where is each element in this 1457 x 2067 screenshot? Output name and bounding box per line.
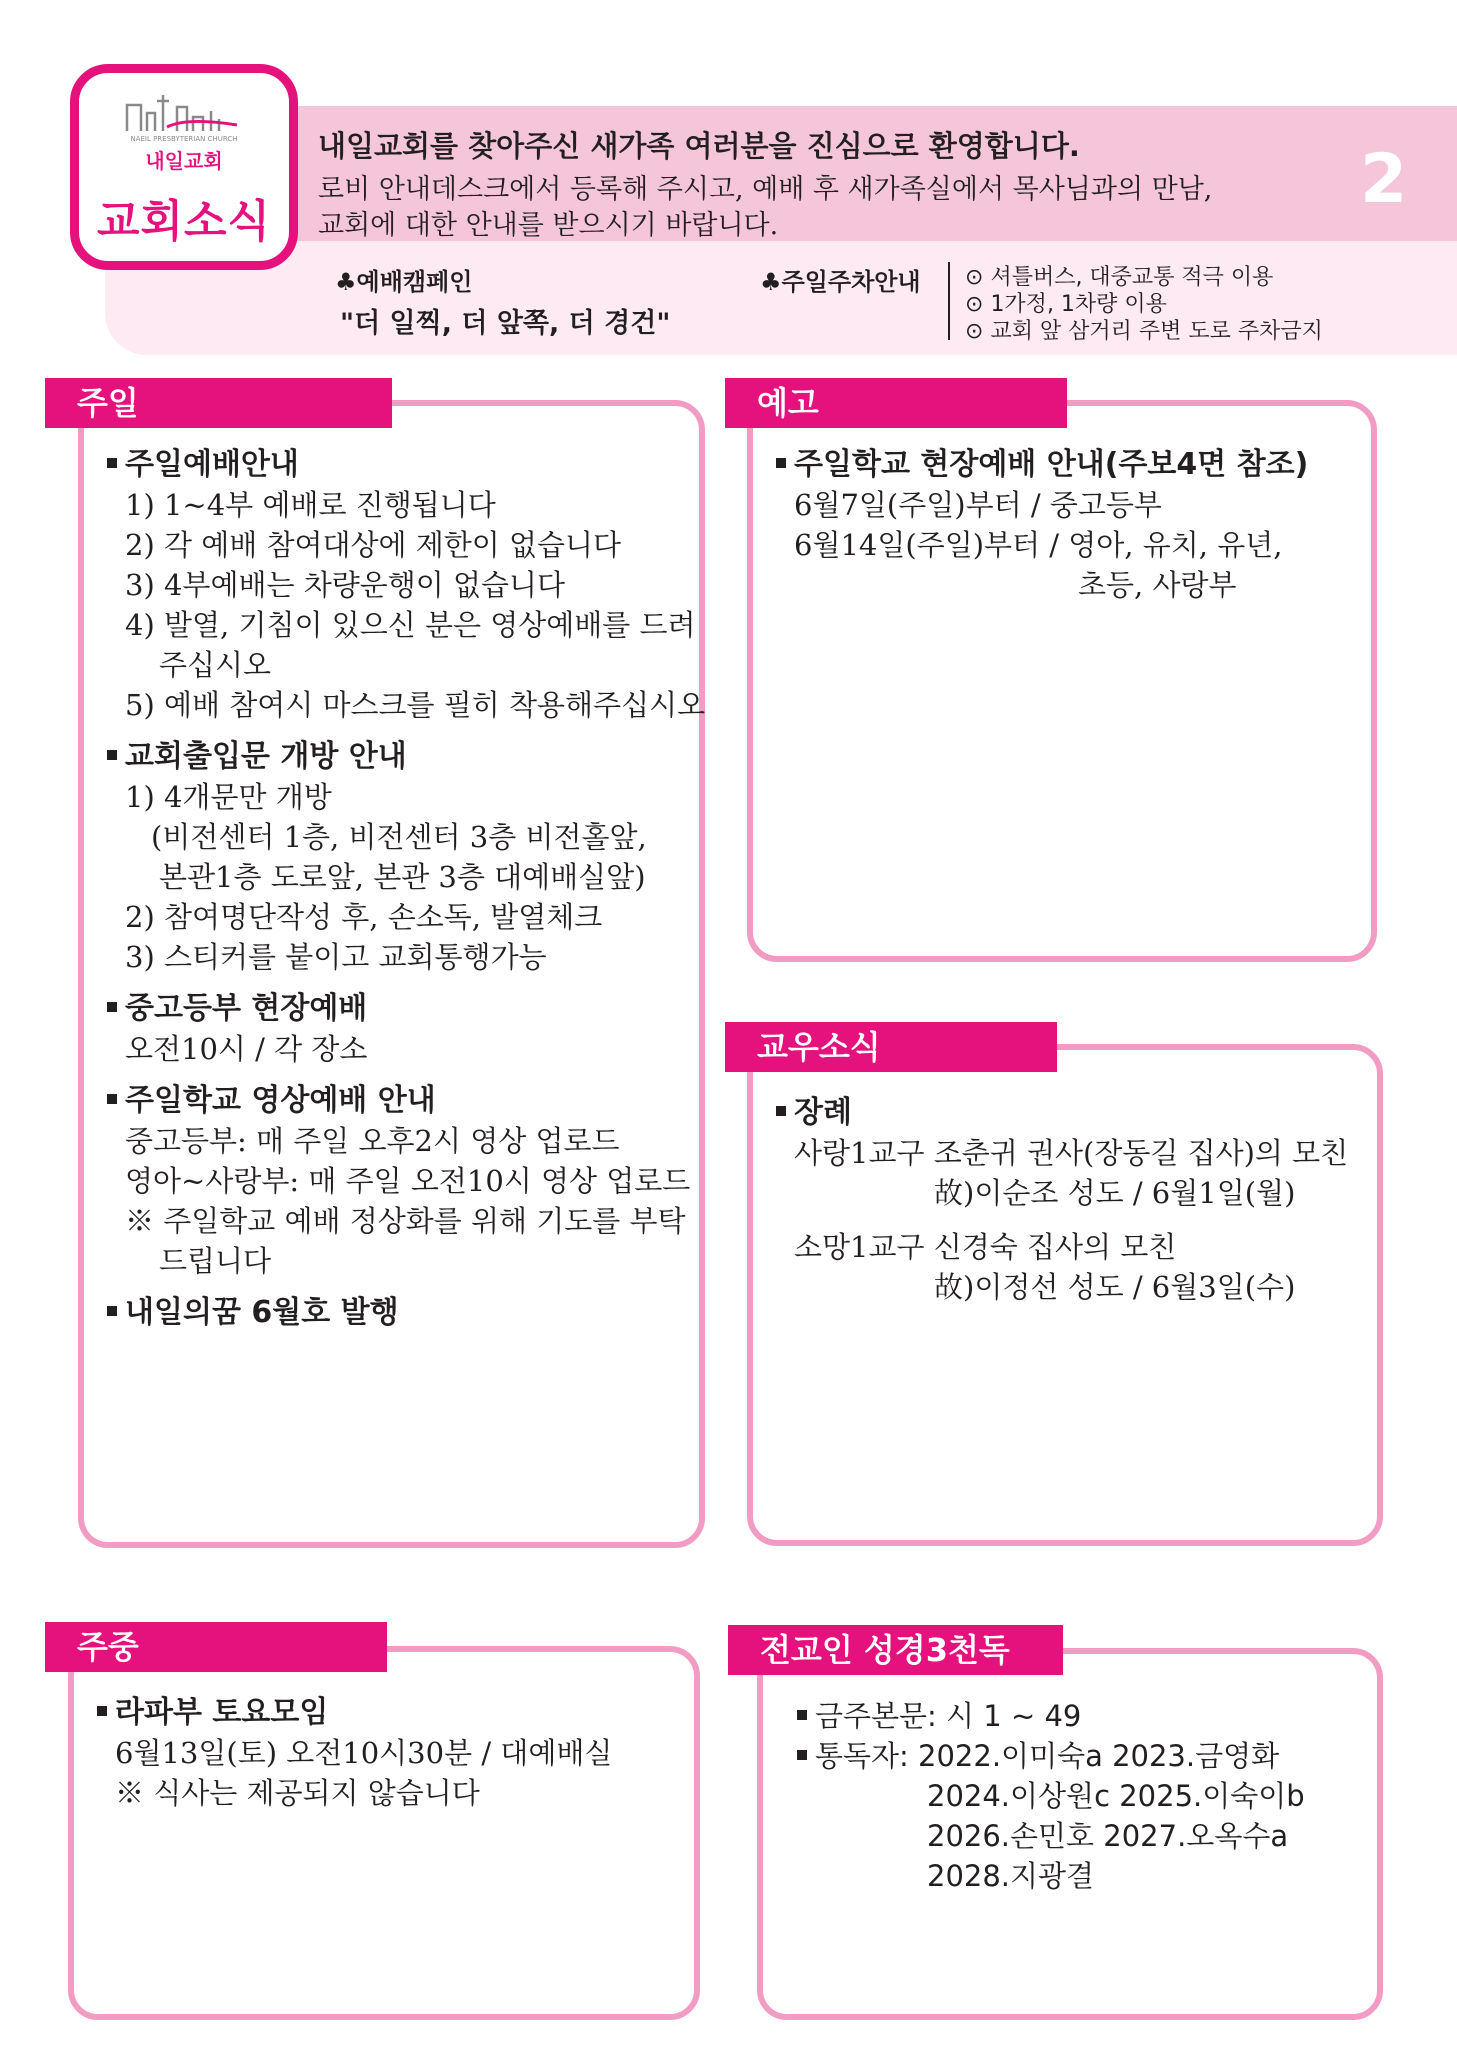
section-heading: 중고등부 현장예배 [107,989,705,1029]
list-item: 2028.지광결 [927,1859,1095,1893]
list-item: 5) 예배 참여시 마스크를 필히 착용해주십시오 [125,688,706,722]
list-item: 오전10시 / 각 장소 [125,1032,368,1066]
notice-content [776,445,1308,605]
welcome-headline: 내일교회를 찾아주신 새가족 여러분을 진심으로 환영합니다. [318,129,1080,163]
page-number: 2 [1360,140,1408,219]
club-icon: ♣ [335,268,357,296]
list-item: (비전센터 1층, 비전센터 3층 비전홀앞, [151,820,647,854]
parking-item: ⊙ 교회 앞 삼거리 주변 도로 주차금지 [965,319,1323,344]
list-item: 소망1교구 신경숙 집사의 모친 [794,1230,1177,1264]
list-item: 드립니다 [159,1244,272,1278]
sunday-tab: 주일 [45,378,392,428]
campaign-quote: "더 일찍, 더 앞쪽, 더 경건" [340,308,671,339]
list-item: 2) 참여명단작성 후, 손소독, 발열체크 [125,900,603,934]
list-item: ※ 주일학교 예배 정상화를 위해 기도를 부탁 [125,1204,686,1238]
members-content [776,1093,1348,1307]
list-item: 6월13일(토) 오전10시30분 / 대예배실 [115,1736,613,1770]
bible-tab: 전교인 성경3천독 [728,1625,1063,1675]
logo-name: 내일교회 [145,149,223,173]
weekday-tab: 주중 [45,1622,387,1672]
list-item: 통독자: 2022.이미숙a 2023.금영화 [797,1736,1305,1776]
weekday-content [97,1693,612,1813]
members-tab: 교우소식 [725,1022,1057,1072]
club-icon: ♣ [760,268,782,296]
parking-title: ♣주일주차안내 [760,268,921,296]
list-item: 중고등부: 매 주일 오후2시 영상 업로드 [125,1124,620,1158]
list-item: 금주본문: 시 1 ~ 49 [797,1696,1305,1736]
sunday-content [107,445,705,1333]
list-item: 주십시오 [159,648,272,682]
church-skyline-icon [107,87,267,135]
parking-item: ⊙ 1가정, 1차량 이용 [965,292,1167,317]
notice-tab: 예고 [725,378,1067,428]
welcome-line: 교회에 대한 안내를 받으시기 바랍니다. [318,210,779,241]
circle-dot-icon: ⊙ [965,319,991,344]
circle-dot-icon: ⊙ [965,292,991,317]
parking-item: ⊙ 셔틀버스, 대중교통 적극 이용 [965,265,1274,290]
section-heading: 내일의꿈 6월호 발행 [107,1293,705,1333]
circle-dot-icon: ⊙ [965,265,991,290]
list-item: 故)이정선 성도 / 6월3일(수) [934,1270,1296,1304]
section-heading: 교회출입문 개방 안내 [107,737,705,777]
list-item: 영아~사랑부: 매 주일 오전10시 영상 업로드 [125,1164,691,1198]
logo-box [70,64,298,270]
list-item: 3) 4부예배는 차량운행이 없습니다 [125,568,566,602]
list-item: 故)이순조 성도 / 6월1일(월) [934,1176,1296,1210]
bible-content [797,1696,1305,1896]
section-heading: 주일예배안내 [107,445,705,485]
list-item: 6월7일(주일)부터 / 중고등부 [794,488,1162,522]
list-item: ※ 식사는 제공되지 않습니다 [115,1776,480,1810]
divider [948,262,950,340]
logo-caption: NAEIL PRESBYTERIAN CHURCH [130,135,238,143]
section-heading: 주일학교 현장예배 안내(주보4면 참조) [776,445,1308,485]
section-title: 교회소식 [96,196,271,247]
list-item: 본관1층 도로앞, 본관 3층 대예배실앞) [159,860,646,894]
welcome-line: 로비 안내데스크에서 등록해 주시고, 예배 후 새가족실에서 목사님과의 만남, [318,174,1213,205]
list-item: 4) 발열, 기침이 있으신 분은 영상예배를 드려 [125,608,696,642]
list-item: 2) 각 예배 참여대상에 제한이 없습니다 [125,528,622,562]
list-item: 초등, 사랑부 [1078,568,1237,602]
campaign-title: ♣예배캠페인 [335,268,473,296]
list-item: 1) 1~4부 예배로 진행됩니다 [125,488,496,522]
list-item: 2024.이상원c 2025.이숙이b [927,1779,1305,1813]
section-heading: 주일학교 영상예배 안내 [107,1081,705,1121]
list-item: 사랑1교구 조춘귀 권사(장동길 집사)의 모친 [794,1136,1349,1170]
list-item: 3) 스티커를 붙이고 교회통행가능 [125,940,547,974]
list-item: 1) 4개문만 개방 [125,780,332,814]
section-heading: 라파부 토요모임 [97,1693,612,1733]
list-item: 6월14일(주일)부터 / 영아, 유치, 유년, [794,528,1283,562]
section-heading: 장례 [776,1093,1348,1133]
list-item: 2026.손민호 2027.오옥수a [927,1819,1289,1853]
